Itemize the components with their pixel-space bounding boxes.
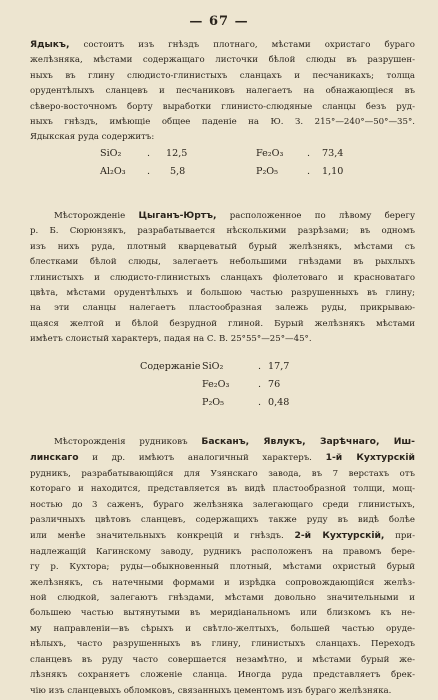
text-line: блестками бѣлой слюды, залегаетъ небольшими гнѣздами въ рыхлыхъ — [30, 257, 415, 268]
compound-value: 12,5 — [166, 148, 188, 159]
table-row: Fe₂O₃ . 76 — [202, 379, 281, 390]
text-line: Ядыкъ, состоитъ изъ гнѣздъ плотнаго, мѣстами охристаго бураго — [30, 39, 415, 50]
deposit-name-tsygan-yurt: Цыганъ-Юртъ, — [138, 210, 217, 221]
text-line: различныхъ цвѣтовъ сланцевъ, содержащихъ также руду въ видѣ болѣе — [30, 515, 415, 526]
table-row: SiO₂ . 12,5 Fe₂O₃ . 73,4 — [100, 148, 344, 159]
text-line: Ядыкская руда содержитъ: — [30, 132, 155, 143]
text-line: лѣзнякъ сохраняетъ сложенiе сланца. Иногда руда представляетъ брек- — [30, 670, 415, 681]
text-line: глинистыхъ и слюдисто-глинистыхъ сланцахъ фiолетоваго и красноватаго — [30, 272, 415, 283]
text-line: нѣлыхъ, часто разрушенныхъ въ глину, глинистыхъ сланцахъ. Переходъ — [30, 639, 415, 650]
text-line: гу р. Кухтора; руды—обыкновенный плотный, мѣстами охристый бурый — [30, 562, 415, 573]
compound-name: Al₂O₃ — [100, 166, 126, 177]
text-line: ныхъ въ глину слюдисто-глинистыхъ сланцахъ и песчаникахъ; толща — [30, 70, 415, 81]
text-line: сланцевъ въ руду часто совершается незамѣтно, и мѣстами бурый же- — [30, 654, 415, 665]
text-line: Мѣсторожденiе Цыганъ-Юртъ, расположенное по лѣвому берегу — [54, 210, 415, 221]
text-line: цвѣта, мѣстами орудентѣлыхъ и большою частью разрушенныхъ въ глину; — [30, 288, 415, 299]
compound-value: 0,48 — [268, 397, 290, 408]
text-line: Мѣсторожденiя рудниковъ Басканъ, Явлукъ, Зарѣчнаго, Иш- — [54, 436, 415, 447]
text-line: чiю изъ сланцевыхъ обломковъ, связанныхъ цементомъ изъ бураго желѣзняка. — [30, 685, 392, 696]
text-line: рудникъ, разрабатывающiйся для Узянскаго завода, въ 7 верстахъ отъ — [30, 468, 415, 479]
deposit-name-yadyk: Ядыкъ, — [30, 39, 70, 50]
compound-name: P₂O₅ — [256, 166, 279, 177]
paragraph-tsygan-yurt — [30, 208, 415, 348]
text-line: ной слюдкой, залегаютъ гнѣздами, мѣстами довольно значительными и — [30, 593, 415, 604]
compound-value: 73,4 — [322, 148, 344, 159]
paragraph-kukhtur — [30, 434, 415, 699]
text-line: надлежащiй Кагинскому заводу, рудникъ расположенъ на правомъ бере- — [30, 546, 415, 557]
text-line: изъ нихъ руда, плотный кварцеватый бурый желѣзнякъ, мѣстами съ — [30, 241, 415, 252]
text-line: орудентѣлыхъ сланцевъ и песчаниковъ налегаетъ на обнажающiеся въ — [30, 86, 415, 97]
text-line: щаяся желтой и бѣлой безрудной глиной. Бурый желѣзнякъ мѣстами — [30, 318, 415, 329]
text-line: или менѣе значительныхъ конкрецiй и гнѣздъ. 2-й Кухтурскiй, при- — [30, 530, 415, 542]
text-line: му направленiи—въ сѣрыхъ и свѣтло-желтыхъ, большей частью оруде- — [30, 623, 415, 634]
paragraph-yadyk — [30, 37, 415, 146]
compound-name: Fe₂O₃ — [256, 148, 284, 159]
compound-name: SiO₂ — [100, 148, 122, 159]
page-number: — 67 — — [189, 14, 249, 29]
compound-value: 1,10 — [322, 166, 344, 177]
deposit-name-kukhtur-2: 2-й Кухтурскiй, — [294, 530, 385, 542]
table-row: Al₂O₃ . 5,8 P₂O₅ . 1,10 — [100, 166, 344, 177]
text-line: линскаго и др. имѣютъ аналогичный характеръ. 1-й Кухтурскiй — [30, 452, 415, 464]
text-line: р. Б. Сюрюнзякъ, разрабатывается нѣсколькими разрѣзами; въ одномъ — [30, 226, 415, 237]
compound-value: 5,8 — [170, 166, 186, 177]
table-row: P₂O₅ . 0,48 — [202, 397, 290, 408]
text-line: желѣзнякъ, съ натечными формами и изрѣдка сопровождающiйся желѣз- — [30, 577, 415, 588]
compound-name: Fe₂O₃ — [202, 379, 230, 390]
compound-name: P₂O₅ — [202, 397, 225, 408]
text-line: сѣверо-восточномъ борту выработки глинисто-слюдяные сланцы безъ руд- — [30, 101, 415, 112]
text-line: на эти сланцы налегаетъ пластообразная залежь руды, прикрываю- — [30, 303, 415, 314]
compound-value: 17,7 — [268, 361, 290, 372]
text-line: ныхъ гнѣздъ, имѣющiе общее паденiе на Ю. З. 215°—240°—50°—35°. — [30, 117, 415, 128]
compound-value: 76 — [268, 379, 281, 390]
text-line: котораго и находится, представляется въ видѣ пластообразной толщи, мощ- — [30, 484, 415, 495]
table-label: Содержанiе — [140, 361, 201, 372]
text-line: большею частью вытянутыми въ меридiанальномъ или близкомъ къ не- — [30, 608, 415, 619]
table-row: Содержанiе SiO₂ . 17,7 — [140, 361, 290, 372]
deposit-names-baskan: Басканъ, Явлукъ, Зарѣчнаго, Иш- — [201, 436, 415, 447]
deposit-name-kukhtur-1: 1-й Кухтурскiй — [325, 452, 415, 464]
text-line: желѣзняка, мѣстами содержащаго листочки бѣлой слюды въ разрушен- — [30, 55, 415, 66]
text-line: имѣетъ слоистый характеръ, падая на С. В. 25°55°—25°—45°. — [30, 334, 312, 345]
text-line: ностью до 3 саженъ, бураго желѣзняка залегающаго среди глинистыхъ, — [30, 499, 415, 510]
compound-name: SiO₂ — [202, 361, 224, 372]
